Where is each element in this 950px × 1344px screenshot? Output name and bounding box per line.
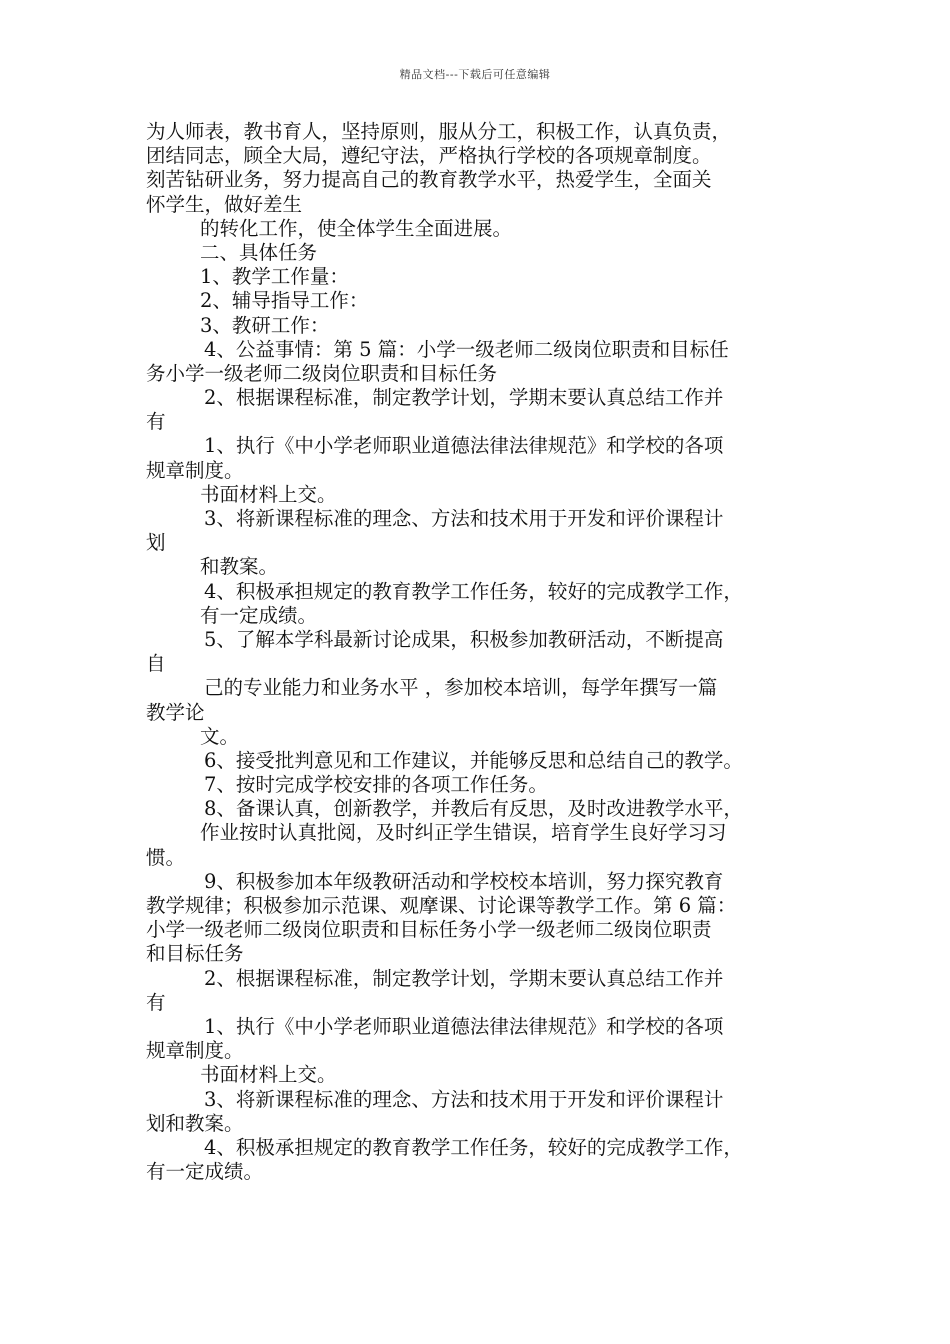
list-item: 1、教学工作量： [200, 265, 349, 289]
text-line: 有一定成绩。 [200, 603, 318, 627]
text-line: 自 [146, 652, 166, 676]
list-item: 2、根据课程标准，制定教学计划，学期末要认真总结工作并 [204, 966, 724, 990]
section-heading: 二、具体任务 [200, 240, 318, 264]
list-item: 3、将新课程标准的理念、方法和技术用于开发和评价课程计 [204, 507, 724, 530]
list-item: 6、接受批判意见和工作建议，并能够反思和总结自己的教学。 [204, 748, 743, 772]
text-line: 规章制度。 [146, 458, 244, 482]
text-line: 有一定成绩。 [146, 1160, 264, 1184]
text-line: 书面材料上交。 [200, 482, 337, 506]
list-item: 2、辅导指导工作： [200, 289, 369, 313]
text-line: 团结同志，顾全大局，遵纪守法，严格执行学校的各项规章制度。 [146, 144, 712, 168]
list-item: 1、执行《中小学老师职业道德法律法律规范》和学校的各项 [204, 434, 724, 458]
text-line: 刻苦钻研业务，努力提高自己的教育教学水平，热爱学生，全面关 [146, 168, 712, 192]
text-line: 和教案。 [200, 555, 279, 579]
text-line: 为人师表，教书育人，坚持原则，服从分工，积极工作，认真负责， [146, 120, 732, 143]
text-line: 惯。 [146, 845, 186, 869]
text-line: 作业按时认真批阅，及时纠正学生错误，培育学生良好学习习 [200, 821, 727, 845]
text-line: 己的专业能力和业务水平 ，参加校本培训，每学年撰写一篇 [204, 676, 718, 700]
text-line: 书面材料上交。 [200, 1063, 337, 1087]
text-line: 有 [146, 410, 166, 434]
text-line: 文。 [200, 724, 240, 748]
text-line: 的转化工作，使全体学生全面进展。 [200, 216, 513, 240]
text-line: 规章制度。 [146, 1039, 244, 1063]
text-line: 划和教案。 [146, 1111, 244, 1135]
list-item: 2、根据课程标准，制定教学计划，学期末要认真总结工作并 [204, 386, 724, 410]
text-line: 教学规律；积极参加示范课、观摩课、讨论课等教学工作。第 6 篇： [146, 894, 737, 917]
text-line: 教学论 [146, 700, 205, 724]
text-line: 有 [146, 990, 166, 1014]
list-item: 7、按时完成学校安排的各项工作任务。 [204, 773, 548, 797]
text-line: 小学一级老师二级岗位职责和目标任务小学一级老师二级岗位职责 [146, 918, 712, 942]
list-item: 4、公益事情：第 5 篇：小学一级老师二级岗位职责和目标任 [204, 337, 729, 361]
list-item: 4、积极承担规定的教育教学工作任务，较好的完成教学工作， [204, 1135, 743, 1159]
text-line: 划 [146, 531, 166, 555]
list-item: 3、将新课程标准的理念、方法和技术用于开发和评价课程计 [204, 1087, 724, 1111]
list-item: 4、积极承担规定的教育教学工作任务，较好的完成教学工作， [204, 579, 743, 603]
list-item: 3、教研工作： [200, 313, 330, 337]
list-item: 1、执行《中小学老师职业道德法律法律规范》和学校的各项 [204, 1014, 724, 1038]
text-line: 和目标任务 [146, 942, 244, 966]
text-line: 怀学生，做好差生 [146, 192, 303, 216]
text-line: 务小学一级老师二级岗位职责和目标任务 [146, 361, 498, 385]
list-item: 8、备课认真，创新教学，并教后有反思，及时改进教学水平， [204, 797, 743, 821]
document-body [146, 120, 811, 1184]
list-item: 5、了解本学科最新讨论成果，积极参加教研活动，不断提高 [204, 627, 724, 651]
list-item: 9、积极参加本年级教研活动和学校校本培训，努力探究教育 [204, 869, 724, 893]
page-header: 精品文档---下载后可任意编辑 [399, 68, 551, 81]
